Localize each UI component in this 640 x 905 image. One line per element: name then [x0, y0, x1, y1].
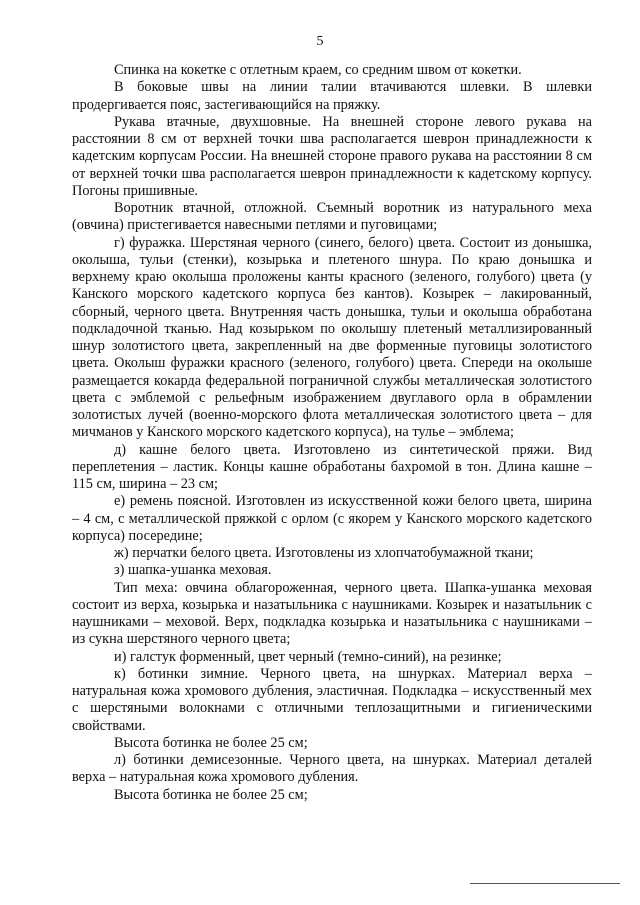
page-number: 5	[316, 34, 324, 49]
paragraph-back-yoke: Спинка на кокетке с отлетным краем, со средним швом от кокетки.	[114, 62, 522, 78]
paragraph-sleeves: Рукава втачные, двухшовные. На внешней стороне левого рукава на расстоянии 8 см от верхней точки шва располагается шеврон принадлежности к кадетским корпусам России. На внешней стороне правого рукава на расстоянии 8 см от верхней точки шва располагается шеврон принадлежности к кадетскому корпусу. Погоны пришивные.	[72, 113, 592, 199]
paragraph-gloves: ж) перчатки белого цвета. Изготовлены из хлопчатобумажной ткани;	[114, 545, 534, 561]
paragraph-demi-boots-height: Высота ботинка не более 25 см;	[114, 786, 308, 803]
paragraph-scarf: д) кашне белого цвета. Изготовлено из синтетической пряжи. Вид переплетения – ластик. Концы кашне обработаны бахромой в тон. Длина кашне – 115 см, ширина – 23 см;	[72, 441, 592, 492]
paragraph-fur-type: Тип меха: овчина облагороженная, черного цвета. Шапка-ушанка меховая состоит из верха, козырька и назатыльника с наушниками. Козырек и назатыльник с наушниками – меховой. Верх, подкладка козырька и назатыльника с наушниками – из сукна шерстяного черного цвета;	[72, 579, 592, 648]
paragraph-collar: Воротник втачной, отложной. Съемный воротник из натурального меха (овчина) пристегивается навесными петлями и пуговицами;	[72, 200, 592, 234]
paragraph-winter-boots: к) ботинки зимние. Черного цвета, на шнурках. Материал верха – натуральная кожа хромового дубления, эластичная. Подкладка – искусственный мех с шерстяными волокнами с отличными теплозащитными и гигиеническими свойствами.	[72, 665, 592, 734]
paragraph-cap: г) фуражка. Шерстяная черного (синего, белого) цвета. Состоит из донышка, околыша, тульи (стенки), козырька и плетеного шнура. По краю донышка и верхнему краю околыша проложены канты красного (зеленого, голубого) цвета (у Канского морского кадетского корпуса без кантов). Козырек – лакированный, сборный, черного цвета. Внутренняя часть донышка, тульи и околыша обработана подкладочной тканью. Над козырьком по околышу плетеный металлизированный шнур золотистого цвета, закрепленный на две форменные пуговицы золотистого цвета. Околыш фуражки красного (зеленого, голубого) цвета. Спереди на околыше размещается кокарда федеральной пограничной службы металлическая золотистого цвета с эмблемой с рельефным изображением двуглавого орла в обрамлении золотистых лучей (военно-морского флота металлическая золотистого цвета – для мичманов у Канского морского кадетского корпуса), на тулье – эмблема;	[72, 234, 592, 441]
paragraph-tie: и) галстук форменный, цвет черный (темно-синий), на резинке;	[114, 648, 502, 665]
paragraph-demi-boots: л) ботинки демисезонные. Черного цвета, на шнурках. Материал деталей верха – натуральная кожа хромового дубления.	[72, 752, 592, 786]
document-body	[72, 62, 592, 804]
bottom-divider	[470, 883, 620, 884]
paragraph-waist-belt: е) ремень поясной. Изготовлен из искусственной кожи белого цвета, ширина – 4 см, с металлической пряжкой с орлом (с якорем у Канского морского кадетского корпуса) посередине;	[72, 493, 592, 544]
paragraph-winter-boots-height: Высота ботинка не более 25 см;	[114, 734, 308, 751]
paragraph-belt-loops: В боковые швы на линии талии втачиваются шлевки. В шлевки продергивается пояс, застегивающийся на пряжку.	[72, 79, 592, 113]
paragraph-fur-hat: з) шапка-ушанка меховая.	[114, 562, 272, 579]
